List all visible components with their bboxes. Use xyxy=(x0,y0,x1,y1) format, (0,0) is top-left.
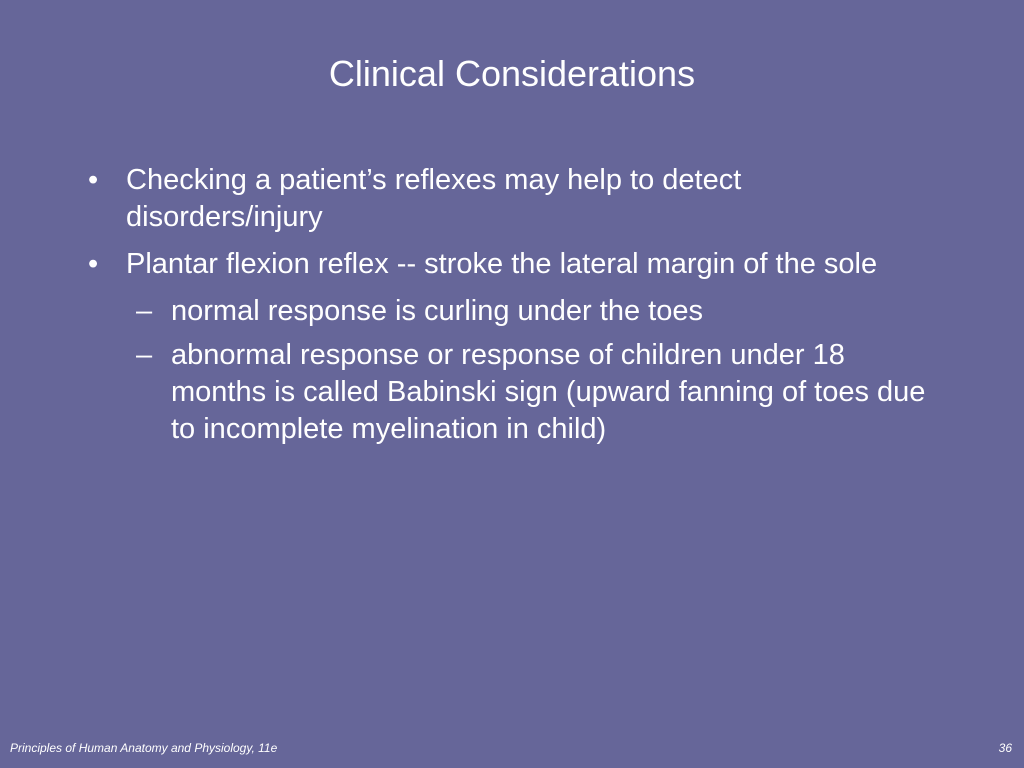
bullet-item xyxy=(85,162,886,236)
bullet-list xyxy=(85,162,945,455)
slide-title: Clinical Considerations xyxy=(328,53,696,94)
bullet-text: Plantar flexion reflex -- stroke the lateral margin of the sole xyxy=(126,248,878,280)
sub-bullet-item xyxy=(85,337,931,448)
page-number: 36 xyxy=(998,741,1012,755)
sub-bullet-marker: – xyxy=(136,339,153,371)
sub-bullet-item xyxy=(85,293,931,330)
bullet-text: Checking a patient’s reflexes may help to detect disorders/injury xyxy=(126,164,742,233)
sub-bullet-text: abnormal response or response of children under 18 months is called Babinski sign (upward fanning of toes due to incomplete myelination in child) xyxy=(171,339,926,445)
bullet-marker: • xyxy=(88,164,99,196)
footer-course-title: Principles of Human Anatomy and Physiology, 11e xyxy=(10,741,278,755)
bullet-item xyxy=(85,246,886,283)
sub-bullet-text: normal response is curling under the toes xyxy=(171,295,703,327)
bullet-marker: • xyxy=(88,248,99,280)
sub-bullet-marker: – xyxy=(136,295,153,327)
